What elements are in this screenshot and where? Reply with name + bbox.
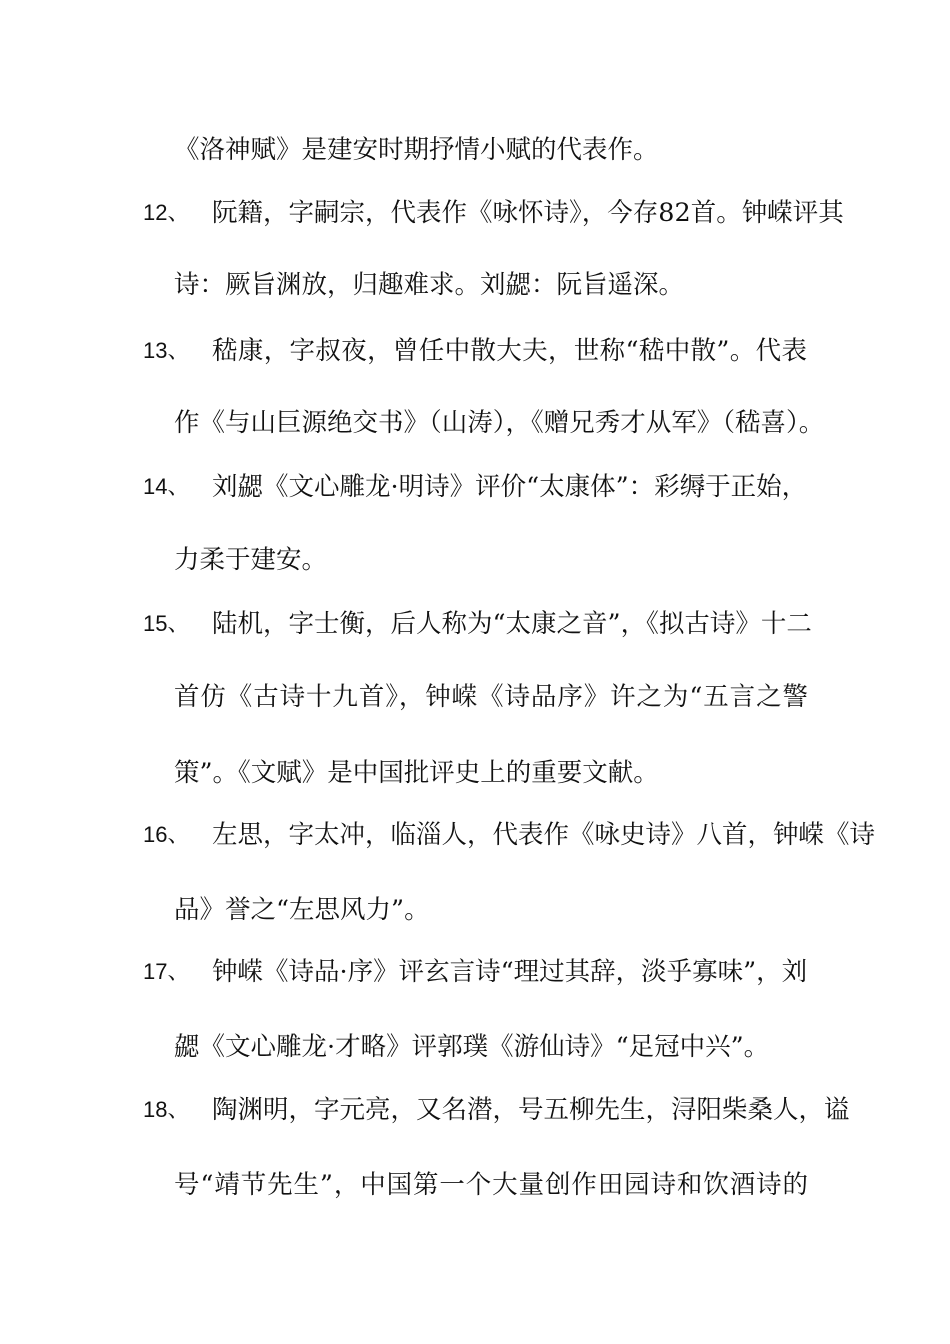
item-text: 诗：厥旨渊放，归趣难求。刘勰：阮旨遥深。 (174, 270, 685, 300)
item-text: 号“靖节先生”，中国第一个大量创作田园诗和饮酒诗的 (174, 1170, 808, 1200)
item-text: 首仿《古诗十九首》，钟嵘《诗品序》许之为“五言之警 (174, 682, 808, 712)
item-number: 13、 (143, 338, 190, 363)
item-text: 钟嵘《诗品·序》评玄言诗“理过其辞，淡乎寡味”，刘 (212, 957, 808, 987)
item-text: 陆机，字士衡，后人称为“太康之音”，《拟古诗》十二 (212, 609, 812, 639)
item-number: 16、 (143, 822, 190, 847)
item-text: 品》誉之“左思风力”。 (174, 895, 430, 925)
item-number: 12、 (143, 200, 190, 225)
item-text: 阮籍，字嗣宗，代表作《咏怀诗》，今存82首。钟嵘评其 (212, 198, 844, 228)
item-number: 17、 (143, 959, 190, 984)
item-text: 陶渊明，字元亮，又名潜，号五柳先生，浔阳柴桑人，谥 (212, 1095, 850, 1125)
item-number: 15、 (143, 611, 190, 636)
item-number: 18、 (143, 1097, 190, 1122)
item-text: 勰《文心雕龙·才略》评郭璞《游仙诗》“足冠中兴”。 (174, 1032, 770, 1062)
item-text: 作《与山巨源绝交书》（山涛），《赠兄秀才从军》（嵇喜）。 (174, 408, 825, 438)
item-number: 14、 (143, 474, 190, 499)
item-text: 策”。《文赋》是中国批评史上的重要文献。 (174, 758, 659, 788)
item-text: 刘勰《文心雕龙·明诗》评价“太康体”：彩缛于正始， (212, 472, 808, 502)
item-text: 力柔于建安。 (174, 545, 328, 575)
intro-text: 《洛神赋》是建安时期抒情小赋的代表作。 (174, 135, 659, 165)
item-text: 嵇康，字叔夜，曾任中散大夫，世称“嵇中散”。代表 (212, 336, 807, 366)
item-text: 左思，字太冲，临淄人，代表作《咏史诗》八首，钟嵘《诗 (212, 820, 876, 850)
